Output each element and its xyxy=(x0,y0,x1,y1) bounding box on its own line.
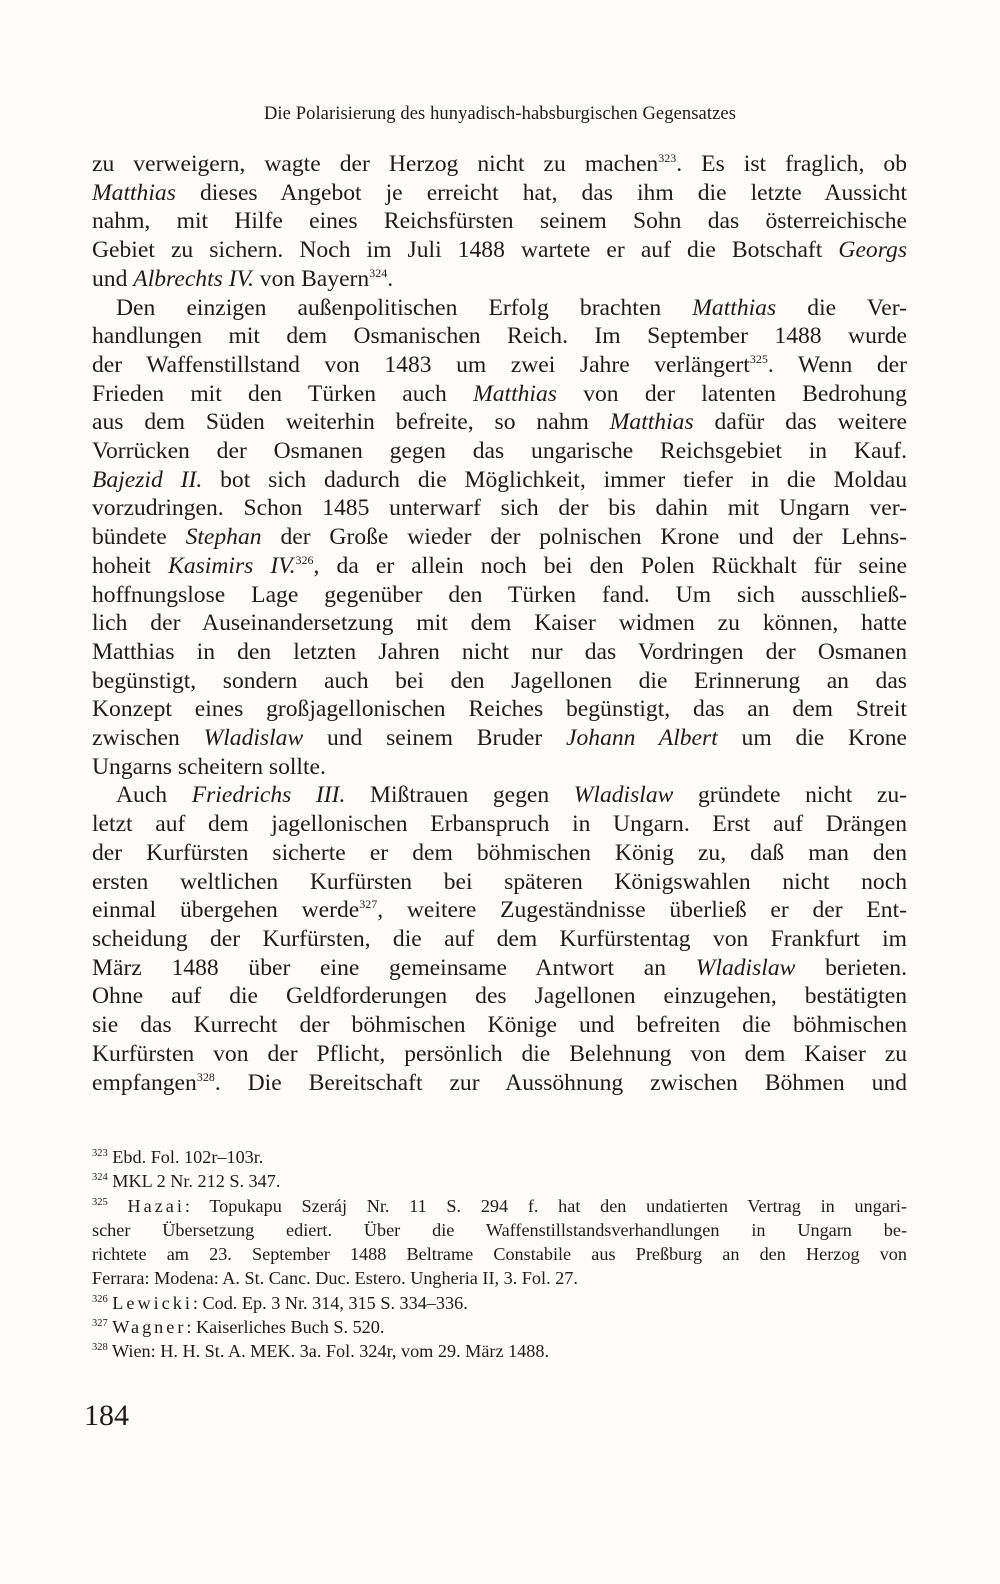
italic-name: Kasimirs IV. xyxy=(168,552,296,579)
text-run: . xyxy=(387,265,394,292)
text-run: richtete am 23. September 1488 Beltrame Constabile aus Preßburg an den Herzog von xyxy=(92,1244,907,1265)
body-line xyxy=(92,150,907,179)
footnote-line xyxy=(92,1145,907,1169)
text-run: Ferrara: Modena: A. St. Canc. Duc. Estero. Ungheria II, 3. Fol. 27. xyxy=(92,1268,578,1289)
italic-name: Stephan xyxy=(185,524,262,551)
text-run: . Die Bereitschaft zur Aussöhnung zwischen Böhmen und xyxy=(214,1069,907,1096)
text-run: , da er allein noch bei den Polen Rückhalt für seine xyxy=(313,552,907,579)
text-run: MKL 2 Nr. 212 S. 347. xyxy=(107,1171,281,1192)
body-line xyxy=(92,466,907,495)
text-run: Konzept eines großjagellonischen Reiches begünstigt, das an dem Streit xyxy=(92,696,907,723)
text-run: Ohne auf die Geldforderungen des Jagellonen einzugehen, bestätigten xyxy=(92,983,907,1010)
text-run: hoheit xyxy=(92,552,169,579)
footnote-marker: 324 xyxy=(92,1172,108,1184)
footnote-marker: 325 xyxy=(749,351,768,366)
italic-name: Wladislaw xyxy=(573,782,674,809)
footnote-line xyxy=(92,1266,907,1290)
italic-name: Matthias xyxy=(609,409,694,436)
footnote-line xyxy=(92,1169,907,1193)
footnote-marker: 327 xyxy=(359,897,378,912)
running-head: Die Polarisierung des hunyadisch-habsburgischen Gegensatzes xyxy=(263,104,737,124)
footnote-marker: 323 xyxy=(92,1148,108,1159)
body-line xyxy=(92,294,907,323)
body-line xyxy=(92,179,907,208)
text-run: dafür das weitere xyxy=(693,409,907,436)
text-run: die Ver- xyxy=(776,294,907,321)
body-line xyxy=(92,925,907,954)
page-number: 184 xyxy=(84,1399,129,1432)
body-line xyxy=(92,351,907,380)
italic-name: Matthias xyxy=(473,380,557,407)
text-run: einmal übergehen werde xyxy=(92,897,360,924)
body-line xyxy=(92,322,907,351)
footnote-line xyxy=(92,1242,907,1266)
text-run: sie das Kurrecht der böhmischen Könige und befreiten die böhmischen xyxy=(92,1012,907,1039)
text-run: lich der Auseinandersetzung mit dem Kaiser widmen zu können, hatte xyxy=(92,610,907,637)
text-run: der Waffenstillstand von 1483 um zwei Jahre verlängert xyxy=(92,351,750,378)
body-line xyxy=(92,667,907,696)
body-line xyxy=(92,839,907,868)
body-line xyxy=(92,523,907,552)
italic-name: Johann Albert xyxy=(566,725,718,752)
body-line xyxy=(92,781,907,810)
footnotes xyxy=(92,1145,907,1364)
text-run: berieten. xyxy=(795,954,907,981)
text-run: . Wenn der xyxy=(767,351,908,378)
body-line xyxy=(92,380,907,409)
text-run: Frieden mit den Türken auch xyxy=(92,380,474,407)
text-run: Mißtrauen gegen xyxy=(345,782,574,809)
footnote-marker: 328 xyxy=(196,1069,215,1084)
body-line xyxy=(92,437,907,466)
text-run: bot sich dadurch die Möglichkeit, immer tiefer in die Moldau xyxy=(202,466,908,493)
text-run: und xyxy=(92,265,134,292)
footnote-marker: 326 xyxy=(295,552,314,567)
text-run: Ebd. Fol. 102r–103r. xyxy=(107,1147,264,1167)
body-line xyxy=(92,810,907,839)
body-line xyxy=(92,896,907,925)
body-line xyxy=(92,236,907,265)
body-line xyxy=(92,1011,907,1040)
text-run: März 1488 über eine gemeinsame Antwort an xyxy=(92,954,696,981)
italic-name: Albrechts IV. xyxy=(133,265,254,292)
body-line xyxy=(92,638,907,667)
footnote-line xyxy=(92,1315,907,1339)
italic-name: Matthias xyxy=(92,179,176,206)
text-run xyxy=(108,1196,128,1216)
text-run: und seinem Bruder xyxy=(303,725,566,752)
italic-name: Wladislaw xyxy=(203,725,304,752)
text-run: scheidung der Kurfürsten, die auf dem Kurfürstentag von Frankfurt im xyxy=(92,925,907,952)
author-name: Lewicki xyxy=(112,1292,193,1313)
text-run: . Es ist fraglich, ob xyxy=(676,151,907,177)
text-run: der Kurfürsten sicherte er dem böhmischen König zu, daß man den xyxy=(92,839,907,866)
italic-name: Friedrichs III. xyxy=(191,782,346,809)
author-name: Wagner xyxy=(112,1317,187,1338)
italic-name: Matthias xyxy=(692,294,777,321)
text-run: von Bayern xyxy=(253,265,370,292)
text-run: um die Krone xyxy=(717,725,908,752)
footnote-line xyxy=(92,1291,907,1315)
footnote-marker: 323 xyxy=(658,151,677,165)
text-run: Wien: H. H. St. A. MEK. 3a. Fol. 324r, vom 29. März 1488. xyxy=(107,1341,549,1362)
body-line xyxy=(92,609,907,638)
text-run: Gebiet zu sichern. Noch im Juli 1488 wartete er auf die Botschaft xyxy=(92,237,839,264)
text-run: handlungen mit dem Osmanischen Reich. Im September 1488 wurde xyxy=(92,323,907,350)
footnote-marker: 327 xyxy=(92,1318,108,1330)
text-run: Den einzigen außenpolitischen Erfolg brachten xyxy=(116,294,693,321)
text-run: Ungarns scheitern sollte. xyxy=(92,753,326,780)
text-run: gründete nicht zu- xyxy=(673,782,907,809)
footnote-marker: 326 xyxy=(92,1293,108,1305)
text-run: zu verweigern, wagte der Herzog nicht zu machen xyxy=(92,151,659,177)
body-line xyxy=(92,954,907,983)
italic-name: Georgs xyxy=(838,237,907,264)
text-run: zwischen xyxy=(92,725,204,752)
text-run: bündete xyxy=(92,524,186,551)
footnote-marker: 324 xyxy=(369,265,388,280)
footnote-line xyxy=(92,1339,907,1363)
body-line xyxy=(92,868,907,897)
body-line xyxy=(92,982,907,1011)
text-run: nahm, mit Hilfe eines Reichsfürsten seinem Sohn das österreichische xyxy=(92,208,907,235)
text-run: , weitere Zugeständnisse überließ er der Ent- xyxy=(377,897,908,924)
body-line xyxy=(92,265,907,294)
body-line xyxy=(92,695,907,724)
footnote-marker: 325 xyxy=(92,1196,108,1208)
author-name: Hazai xyxy=(127,1195,185,1216)
body-line xyxy=(92,408,907,437)
body-line xyxy=(92,1069,907,1098)
italic-name: Wladislaw xyxy=(695,954,796,981)
text-run: hoffnungslose Lage gegenüber den Türken fand. Um sich ausschließ- xyxy=(92,581,907,608)
text-run: letzt auf dem jagellonischen Erbanspruch in Ungarn. Erst auf Drängen xyxy=(92,811,907,838)
text-run: von der latenten Bedrohung xyxy=(556,380,907,407)
text-run: Matthias in den letzten Jahren nicht nur das Vordringen der Osmanen xyxy=(92,638,907,665)
text-run: vorzudringen. Schon 1485 unterwarf sich der bis dahin mit Ungarn ver- xyxy=(92,495,907,522)
body-line xyxy=(92,494,907,523)
text-run: : Topukapu Szeráj Nr. 11 S. 294 f. hat den undatierten Vertrag in ungari- xyxy=(184,1195,907,1216)
text-run: begünstigt, sondern auch bei den Jagellonen die Erinnerung an das xyxy=(92,667,907,694)
text-run: Kurfürsten von der Pflicht, persönlich die Belehnung von dem Kaiser zu xyxy=(92,1040,907,1067)
text-run: scher Übersetzung ediert. Über die Waffenstillstandsverhandlungen in Ungarn be- xyxy=(92,1219,907,1240)
body-line xyxy=(92,207,907,236)
body-line xyxy=(92,753,907,782)
body-line xyxy=(92,1040,907,1069)
text-run: ersten weltlichen Kurfürsten bei späteren Königswahlen nicht noch xyxy=(92,868,907,895)
body-line xyxy=(92,552,907,581)
italic-name: Bajezid II. xyxy=(92,466,203,493)
body-line xyxy=(92,581,907,610)
text-run: Vorrücken der Osmanen gegen das ungarische Reichsgebiet in Kauf. xyxy=(92,438,907,465)
text-run: Auch xyxy=(116,782,192,809)
text-run: : Cod. Ep. 3 Nr. 314, 315 S. 334–336. xyxy=(192,1292,468,1313)
footnote-marker: 328 xyxy=(92,1342,108,1354)
text-run: der Große wieder der polnischen Krone und der Lehns- xyxy=(261,524,907,551)
footnote-line xyxy=(92,1218,907,1242)
text-run: empfangen xyxy=(92,1069,197,1096)
body-line xyxy=(92,724,907,753)
footnote-line xyxy=(92,1194,907,1218)
body-text xyxy=(92,150,907,1097)
text-run: dieses Angebot je erreicht hat, das ihm die letzte Aussicht xyxy=(175,179,907,206)
text-run: aus dem Süden weiterhin befreite, so nahm xyxy=(92,409,610,436)
text-run: : Kaiserliches Buch S. 520. xyxy=(186,1317,385,1338)
